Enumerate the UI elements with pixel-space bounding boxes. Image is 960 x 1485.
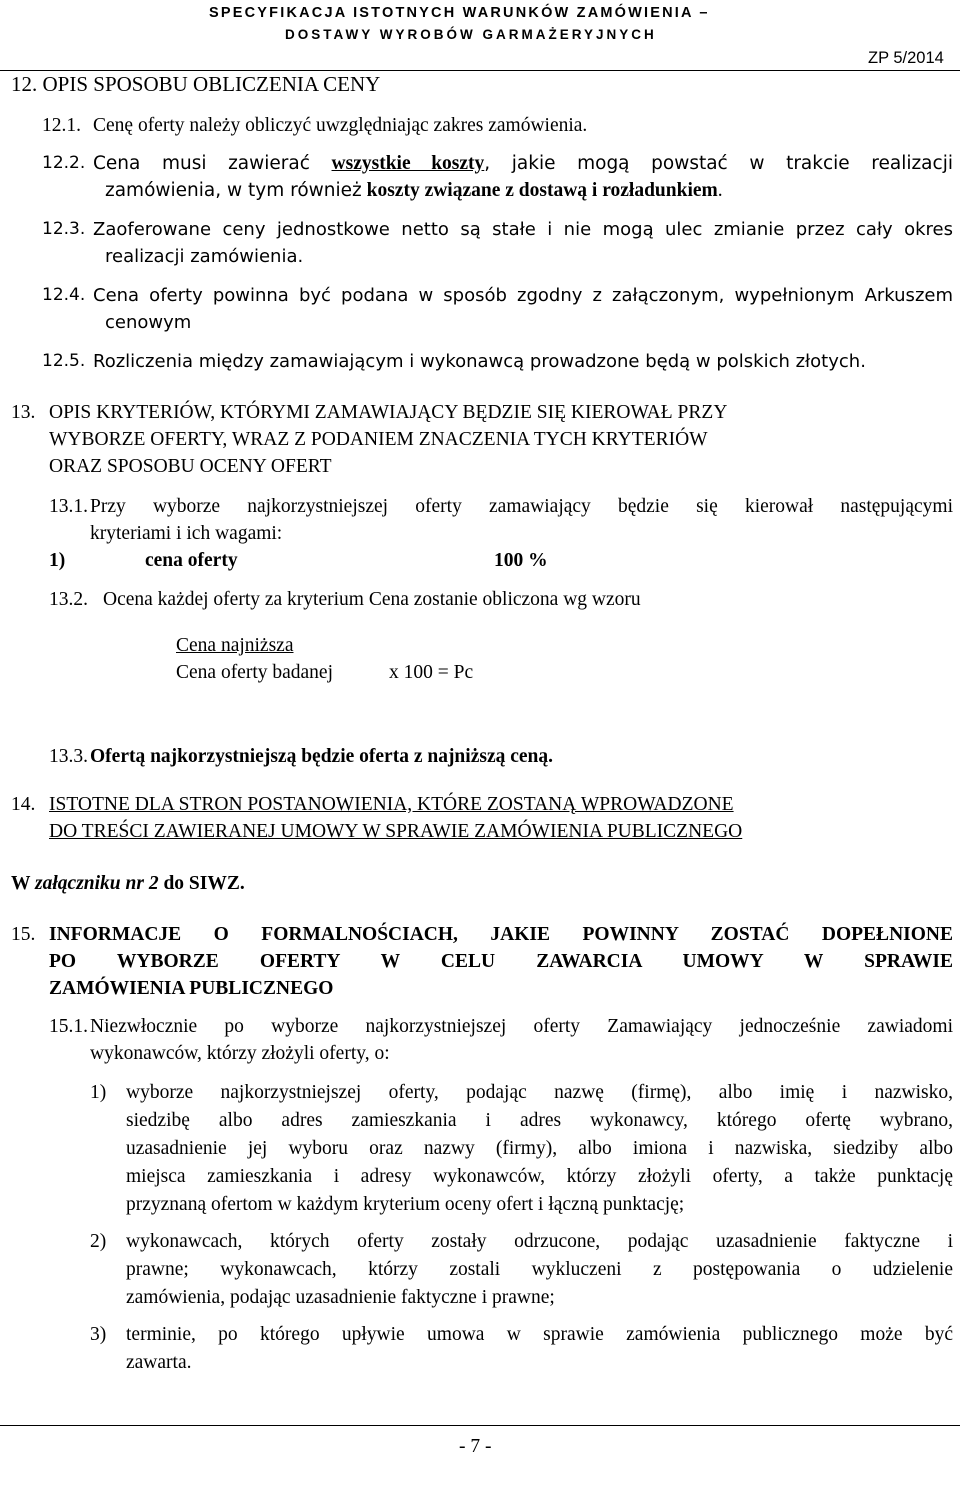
list-item-3-line2: zawarta. [126,1352,192,1373]
para-12-5-text: Rozliczenia między zamawiającym i wykonawcą prowadzone będą w polskich złotych. [93,351,866,372]
section-13-title-line3: ORAZ SPOSOBU OCENY OFERT [49,456,332,477]
para-12-2-text-emph: wszystkie koszty [331,153,485,174]
section-15-title-line2: PO WYBORZE OFERTY W CELU ZAWARCIA UMOWY W SPRAWIE [49,951,953,972]
header-reference: ZP 5/2014 [868,49,944,67]
list-item-1-line2: siedzibę albo adres zamieszkania i adres wykonawcy, którego ofertę wybrano, [126,1110,953,1131]
criterion-name: cena oferty [145,550,238,571]
para-15-1-line1: Niezwłocznie po wyborze najkorzystniejszej oferty Zamawiający jednocześnie zawiadomi [90,1016,953,1037]
para-12-3-line1: Zaoferowane ceny jednostkowe netto są stałe i nie mogą ulec zmianie przez cały okres [93,219,953,240]
para-15-1-number: 15.1. [49,1016,88,1037]
para-13-1-line2: kryteriami i ich wagami: [90,523,283,544]
page-number: - 7 - [459,1436,492,1457]
header-divider [0,70,960,71]
para-12-3-number: 12.3. [42,219,86,239]
header-title-line2: DOSTAWY WYROBÓW GARMAŻERYJNYCH [285,27,657,42]
para-12-2-text-emph2: koszty związane z dostawą i rozładunkiem [366,180,718,201]
section-14-ref-a: W [11,873,31,894]
para-12-2-line1 [93,153,953,175]
list-item-3-number: 3) [90,1324,107,1345]
para-12-2-number: 12.2. [42,153,86,173]
para-12-2-line2 [105,180,723,202]
formula-result: x 100 = Pc [389,662,474,683]
para-15-1-line2: wykonawców, którzy złożyli oferty, o: [90,1043,390,1064]
para-13-3-number: 13.3. [49,746,88,767]
section-15-title-line1: INFORMACJE O FORMALNOŚCIACH, JAKIE POWINNY ZOSTAĆ DOPEŁNIONE [49,924,953,945]
section-12-title: 12. OPIS SPOSOBU OBLICZENIA CENY [11,72,381,96]
para-13-3-text: Ofertą najkorzystniejszą będzie oferta z najniższą ceną. [90,746,554,767]
para-12-5-number: 12.5. [42,351,86,371]
list-item-2-line1: wykonawcach, których oferty zostały odrzucone, podając uzasadnienie faktyczne i [126,1231,953,1252]
footer-divider [0,1425,960,1426]
para-12-2-text-c: , jakie mogą powstać w trakcie realizacji [484,153,953,174]
formula-numerator: Cena najniższa [176,635,294,656]
list-item-1-line4: miejsca zamieszkania i adresy wykonawców, którzy złożyli oferty, a także punktację [126,1166,953,1187]
section-13-title-line1: OPIS KRYTERIÓW, KTÓRYMI ZAMAWIAJĄCY BĘDZIE SIĘ KIEROWAŁ PRZY [49,402,728,423]
para-12-4-number: 12.4. [42,285,86,305]
list-item-2-line2: prawne; wykonawcach, którzy zostali wykluczeni z postępowania o udzielenie [126,1259,953,1280]
para-13-1-line1: Przy wyborze najkorzystniejszej oferty zamawiający będzie się kierował następującymi [90,496,953,517]
section-14-title-line1: ISTOTNE DLA STRON POSTANOWIENIA, KTÓRE ZOSTANĄ WPROWADZONE [49,794,734,815]
para-12-1-number: 12.1. [42,115,81,136]
list-item-1-line5: przyznaną ofertom w każdym kryterium oceny ofert i łączną punktację; [126,1194,685,1215]
section-14-reference [11,873,245,895]
section-15-title-line3: ZAMÓWIENIA PUBLICZNEGO [49,978,334,999]
para-13-2-number: 13.2. [49,589,88,610]
section-14-title-line2: DO TREŚCI ZAWIERANEJ UMOWY W SPRAWIE ZAMÓWIENIA PUBLICZNEGO [49,821,743,842]
para-13-1-number: 13.1. [49,496,88,517]
header-title-line1: SPECYFIKACJA ISTOTNYCH WARUNKÓW ZAMÓWIENIA – [209,5,710,21]
section-15-number: 15. [11,924,36,945]
list-item-2-number: 2) [90,1231,107,1252]
para-12-2-text-d: zamówienia, w tym również [105,180,362,201]
list-item-1-line1: wyborze najkorzystniejszej oferty, podając nazwę (firmę), albo imię i nazwisko, [126,1082,953,1103]
para-12-4-line1: Cena oferty powinna być podana w sposób zgodny z załączonym, wypełnionym Arkuszem [93,285,953,306]
section-14-ref-b: załączniku nr 2 [35,873,159,894]
formula-denominator: Cena oferty badanej [176,662,334,683]
para-12-4-line2: cenowym [105,312,192,333]
para-12-2-text-a: Cena musi zawierać [93,153,310,174]
list-item-2-line3: zamówienia, podając uzasadnienie faktyczne i prawne; [126,1287,555,1308]
section-13-title-line2: WYBORZE OFERTY, WRAZ Z PODANIEM ZNACZENIA TYCH KRYTERIÓW [49,429,708,450]
para-12-3-line2: realizacji zamówienia. [105,246,304,267]
list-item-3-line1: terminie, po którego upływie umowa w sprawie zamówienia publicznego może być [126,1324,953,1345]
list-item-1-number: 1) [90,1082,107,1103]
section-14-number: 14. [11,794,36,815]
para-13-2-text: Ocena każdej oferty za kryterium Cena zostanie obliczona wg wzoru [103,589,641,610]
criterion-number: 1) [49,550,66,571]
section-13-number: 13. [11,402,36,423]
para-12-1-text: Cenę oferty należy obliczyć uwzględniając zakres zamówienia. [93,115,588,136]
criterion-weight: 100 % [494,550,548,571]
section-14-ref-c: do SIWZ. [163,873,245,894]
list-item-1-line3: uzasadnienie jej wyboru oraz nazwy (firmy), albo imiona i nazwiska, siedziby albo [126,1138,953,1159]
para-12-2-text-f: . [717,180,723,201]
